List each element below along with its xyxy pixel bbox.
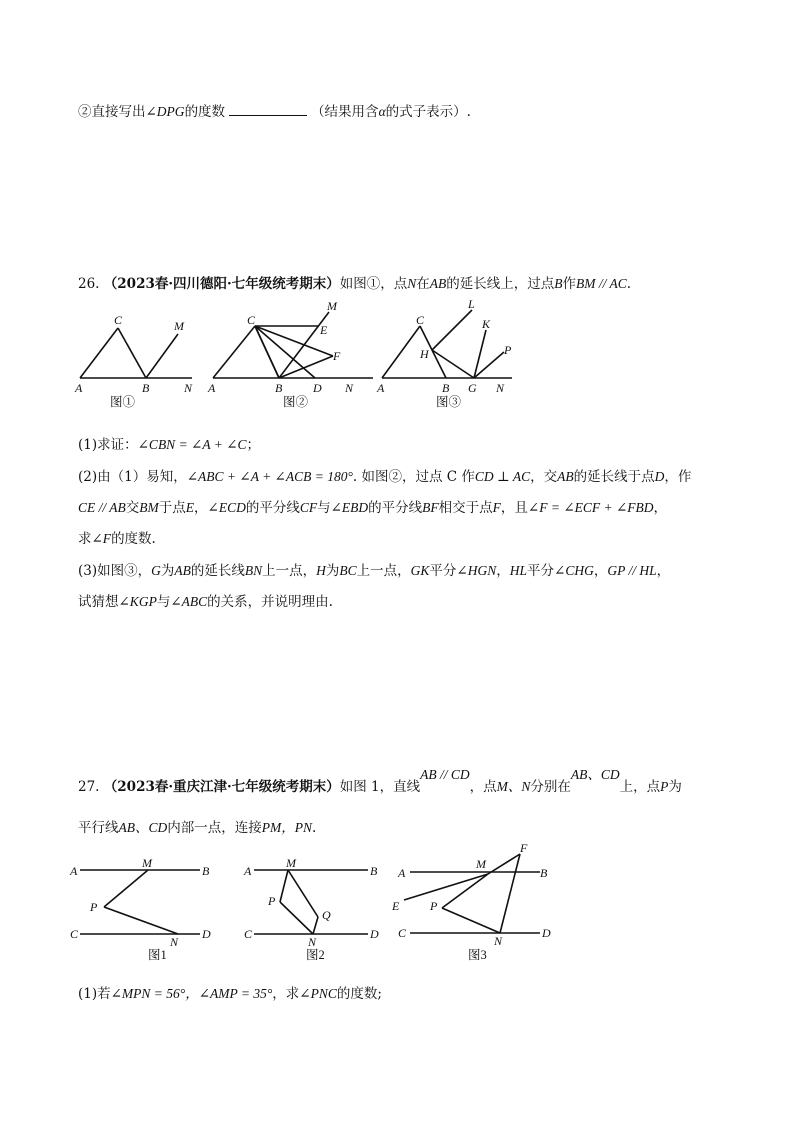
q26-p2l2-c: BM: [139, 500, 159, 515]
q26-p1-a: (1)求证：: [78, 437, 138, 453]
q26-p1-b: ∠CBN = ∠A + ∠C: [137, 437, 247, 452]
q26-p2l2-n: 相交于点: [438, 500, 493, 516]
q26-p2l2-g: ∠ECD: [207, 500, 246, 515]
q26-p2l2-e: E: [185, 500, 195, 515]
label-P: P: [504, 343, 512, 357]
label-B: B: [202, 864, 210, 878]
q26-figure-2: [205, 298, 385, 410]
label-B: B: [370, 864, 378, 878]
q26-p3l1-e: 的延长线: [190, 563, 245, 579]
label-N: N: [184, 381, 193, 395]
label-C: C: [244, 927, 253, 941]
q26-p3l1-o: ，: [496, 563, 510, 579]
q27-stem-a: 如图 1，直线: [339, 779, 421, 795]
q26-p2l1-h: D: [654, 469, 665, 484]
label-M: M: [142, 856, 152, 870]
q27-figure-1: [70, 855, 230, 967]
line-BM: [146, 334, 178, 378]
label-A: A: [208, 381, 216, 395]
q26-part2-line2: [78, 499, 667, 517]
label-K: K: [482, 317, 491, 331]
label-D: D: [202, 927, 211, 941]
label-A: A: [377, 381, 385, 395]
line-GK: [474, 330, 486, 378]
q26-p3l1-t: GP // HL: [607, 563, 657, 578]
q27-p1-d: ∠PNC: [299, 986, 337, 1001]
label-C: C: [70, 927, 79, 941]
q26-p2l1-f: AB: [557, 469, 574, 484]
q26-stem: [78, 275, 631, 293]
caption-fig3: 图③: [436, 395, 462, 409]
line-QN: [313, 917, 318, 934]
q27-stem-g: 上，点: [619, 779, 661, 795]
line-HL: [432, 310, 472, 350]
q26-p2l2-b: 交: [125, 500, 140, 516]
q26-p3l1-i: 为: [325, 563, 340, 579]
q26-p2l2-a: CE // AB: [78, 500, 126, 515]
line-AC: [382, 326, 420, 378]
line-CB: [118, 328, 146, 378]
q26-p2l2-q: ∠F = ∠ECF + ∠FBD: [527, 500, 654, 515]
q26-p2l2-d: 于点: [158, 500, 186, 516]
q27-l2-a: 平行线: [78, 820, 119, 836]
label-M: M: [174, 319, 184, 333]
label-C: C: [114, 313, 123, 327]
q27-l2-e: .: [312, 820, 317, 836]
label-N: N: [496, 381, 505, 395]
q26-part1: [78, 436, 260, 454]
line-PN: [104, 907, 178, 934]
q26-p3l1-j: BC: [339, 563, 357, 578]
label-C: C: [247, 313, 256, 327]
q27-stem-f: AB、CD: [570, 767, 620, 782]
label-A: A: [75, 381, 83, 395]
q25-angle: ∠DPG: [145, 104, 185, 119]
caption-fig2: 图②: [283, 395, 309, 409]
q26-p3l1-q: 平分: [527, 563, 555, 579]
q27-l2-d: PM，PN: [261, 820, 312, 835]
q27-stem-e: 分别在: [530, 779, 571, 795]
label-E: E: [320, 323, 328, 337]
label-F: F: [333, 349, 341, 363]
caption-fig1: 图1: [148, 948, 167, 962]
q26-p1-c: ；: [246, 437, 261, 453]
q26-p2l3-c: 的度数.: [111, 531, 156, 547]
q26-p2l2-h: 的平分线: [245, 500, 300, 516]
label-N: N: [494, 934, 503, 948]
q26-source: （2023春·四川德阳·七年级统考期末）: [103, 276, 340, 292]
label-L: L: [468, 297, 475, 311]
q27-p1-c: ，求: [272, 986, 300, 1002]
q27-figure-2: [240, 855, 390, 967]
q26-p2l3-a: 求: [78, 531, 92, 547]
q26-p3l1-m: 平分: [429, 563, 457, 579]
q26-p3l2-c: 与: [156, 594, 171, 610]
q27-number: 27.: [78, 779, 100, 795]
q27-figure-3: [392, 840, 562, 968]
q26-p3l1-u: ，: [656, 563, 671, 579]
label-B: B: [142, 381, 150, 395]
q26-stem-e: 的延长线上，过点: [446, 276, 555, 292]
q26-p3l1-h: H: [316, 563, 326, 578]
label-F: F: [520, 841, 528, 855]
q27-part1: [78, 985, 382, 1003]
label-H: H: [420, 347, 429, 361]
label-B: B: [540, 866, 548, 880]
q26-p2l2-j: 与: [317, 500, 331, 516]
q26-p2l2-i: CF: [299, 500, 318, 515]
label-C: C: [416, 313, 425, 327]
q26-p2l2-o: F: [492, 500, 501, 515]
q26-p2l1-e: ，交: [530, 469, 558, 485]
label-G: G: [468, 381, 477, 395]
q26-p2l1-c: . 如图②，过点 C 作: [352, 469, 475, 485]
q25-mid: 的度数: [184, 104, 226, 120]
q26-stem-c: 在: [416, 276, 430, 292]
q26-number: 26.: [78, 276, 100, 292]
q26-p3l1-n: ∠HGN: [456, 563, 497, 578]
label-B: B: [442, 381, 450, 395]
q26-part2-line1: [78, 468, 691, 486]
label-A: A: [244, 864, 252, 878]
q27-stem-i: 为: [668, 779, 682, 795]
q26-p2l2-l: 的平分线: [368, 500, 423, 516]
label-P: P: [90, 900, 98, 914]
caption-fig1: 图①: [110, 395, 136, 409]
q26-p2l1-i: ，作: [664, 469, 692, 485]
q26-p3l1-a: (3)如图③，: [78, 563, 152, 579]
q26-p3l1-d: AB: [174, 563, 191, 578]
label-M: M: [327, 299, 337, 313]
line-EM: [404, 874, 488, 900]
q26-p2l1-a: (2)由（1）易知，: [78, 469, 187, 485]
line-PN: [280, 902, 313, 934]
label-A: A: [70, 864, 78, 878]
q27-p1-a: (1)若: [78, 986, 111, 1002]
label-Q: Q: [322, 908, 331, 922]
caption-fig2: 图2: [306, 948, 325, 962]
q27-stem-h: P: [660, 779, 669, 794]
q27-stem-d: M、N: [496, 779, 531, 794]
answer-blank: [229, 102, 307, 116]
q26-figure-1: [70, 310, 200, 410]
line-AC: [80, 328, 118, 378]
q26-p2l2-m: BF: [422, 500, 439, 515]
q26-stem-i: .: [626, 276, 632, 292]
q27-line2: [78, 819, 316, 837]
label-M: M: [476, 857, 486, 871]
q26-figure-3: [374, 296, 524, 410]
q26-p2l3-b: ∠F: [91, 531, 112, 546]
line-MQ: [288, 870, 318, 917]
q26-p2l1-b: ∠ABC + ∠A + ∠ACB = 180°: [186, 469, 353, 484]
label-E: E: [392, 899, 400, 913]
label-N: N: [170, 935, 179, 949]
label-D: D: [313, 381, 322, 395]
q27-l2-c: 内部一点，连接: [167, 820, 262, 836]
q26-p3l2-d: ∠ABC: [170, 594, 208, 609]
q27-stem-b: AB // CD: [420, 767, 470, 782]
label-A: A: [398, 866, 406, 880]
label-D: D: [370, 927, 379, 941]
q26-p3l1-c: 为: [160, 563, 175, 579]
q25-suffix-a: （结果用含: [311, 104, 379, 120]
q27-l2-b: AB、CD: [118, 820, 168, 835]
q26-p3l1-g: 上一点，: [262, 563, 317, 579]
line-FN: [500, 854, 520, 933]
q26-p2l1-g: 的延长线于点: [573, 469, 655, 485]
line-MP: [280, 870, 288, 902]
line-MP: [104, 870, 148, 907]
q26-p2l2-r: ，: [653, 500, 668, 516]
label-C: C: [398, 926, 407, 940]
q26-p3l1-b: G: [151, 563, 161, 578]
q27-p1-b: ∠MPN = 56°，∠AMP = 35°: [110, 986, 273, 1001]
label-D: D: [542, 926, 551, 940]
q26-stem-b: N: [407, 276, 417, 291]
q26-stem-g: 作: [562, 276, 577, 292]
line-MP: [442, 874, 488, 908]
q26-p3l2-b: ∠KGP: [118, 594, 157, 609]
q26-p3l2-a: 试猜想: [78, 594, 119, 610]
q26-p3l1-k: 上一点，: [356, 563, 411, 579]
line-AC: [213, 326, 255, 378]
label-B: B: [275, 381, 283, 395]
q26-stem-a: 如图①，点: [339, 276, 408, 292]
q25-part2-line: [78, 102, 471, 121]
q26-part3-line1: [78, 562, 670, 580]
q26-p2l2-p: ，且: [500, 500, 528, 516]
q26-p3l1-r: ∠CHG: [554, 563, 594, 578]
q26-part2-line3: [78, 530, 156, 548]
label-M: M: [286, 856, 296, 870]
line-GP: [474, 352, 504, 378]
q27-stem: [78, 767, 682, 796]
label-N: N: [345, 381, 354, 395]
label-P: P: [430, 899, 438, 913]
q26-p3l2-e: 的关系，并说明理由.: [207, 594, 333, 610]
q25-alpha: α: [378, 104, 386, 119]
q25-suffix-b: 的式子表示）.: [385, 104, 471, 120]
q27-source: （2023春·重庆江津·七年级统考期末）: [103, 779, 340, 795]
label-N: N: [308, 935, 317, 949]
q26-stem-d: AB: [429, 276, 447, 291]
q26-stem-f: B: [554, 276, 563, 291]
q26-p3l1-p: HL: [509, 563, 528, 578]
q26-part3-line2: [78, 593, 333, 611]
label-P: P: [268, 894, 276, 908]
line-PN: [442, 908, 500, 933]
q27-stem-c: ，点: [469, 779, 497, 795]
q26-p2l2-f: ，: [194, 500, 208, 516]
caption-fig3: 图3: [468, 948, 487, 962]
q26-stem-h: BM // AC: [576, 276, 627, 291]
q26-p2l2-k: ∠EBD: [330, 500, 369, 515]
q26-p3l1-f: BN: [244, 563, 263, 578]
q26-p3l1-s: ，: [593, 563, 608, 579]
q27-p1-e: 的度数;: [336, 986, 382, 1002]
q26-p3l1-l: GK: [410, 563, 430, 578]
q25-prefix: ②直接写出: [78, 104, 146, 120]
q26-p2l1-d: CD ⊥ AC: [474, 469, 531, 484]
